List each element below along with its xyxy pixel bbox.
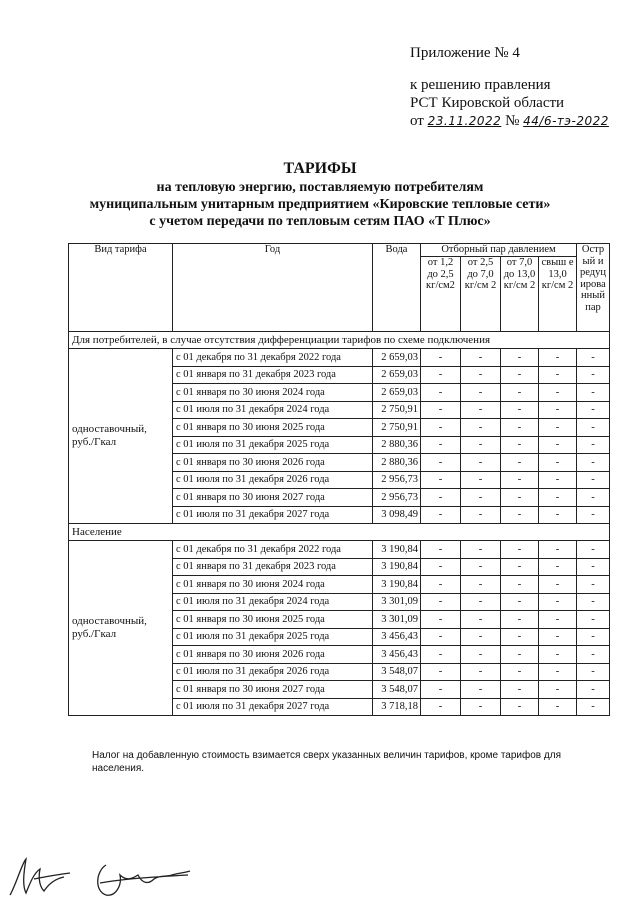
water-value: 3 098,49 [373,506,421,524]
steam-4-value: - [539,646,577,664]
steam-1-value: - [421,698,461,716]
period-cell: с 01 января по 30 июня 2025 года [173,419,373,437]
steam-4-value: - [539,628,577,646]
water-value: 3 548,07 [373,681,421,699]
steam-1-value: - [421,489,461,507]
annex-date: 23.11.2022 [427,114,502,128]
sharp-steam-value: - [577,663,610,681]
period-cell: с 01 июля по 31 декабря 2027 года [173,506,373,524]
steam-2-value: - [461,646,501,664]
period-cell: с 01 июля по 31 декабря 2025 года [173,628,373,646]
steam-4-value: - [539,558,577,576]
water-value: 2 659,03 [373,349,421,367]
steam-2-value: - [461,593,501,611]
steam-4-value: - [539,454,577,472]
steam-3-value: - [501,698,539,716]
annex-title: Приложение № 4 [410,45,520,61]
steam-2-value: - [461,384,501,402]
water-value: 3 718,18 [373,698,421,716]
tariff-table [68,243,610,716]
sharp-steam-value: - [577,436,610,454]
steam-3-value: - [501,401,539,419]
period-cell: с 01 декабря по 31 декабря 2022 года [173,349,373,367]
signature-2 [92,855,192,899]
steam-1-value: - [421,663,461,681]
steam-4-value: - [539,576,577,594]
water-value: 3 301,09 [373,611,421,629]
sharp-steam-value: - [577,628,610,646]
sharp-steam-value: - [577,454,610,472]
tariff-kind: одноставочный, руб./Гкал [69,349,173,524]
steam-3-value: - [501,593,539,611]
period-cell: с 01 июля по 31 декабря 2026 года [173,663,373,681]
water-value: 2 880,36 [373,436,421,454]
steam-1-value: - [421,541,461,559]
water-value: 2 659,03 [373,366,421,384]
period-cell: с 01 июля по 31 декабря 2024 года [173,401,373,419]
steam-1-value: - [421,419,461,437]
period-cell: с 01 июля по 31 декабря 2027 года [173,698,373,716]
water-value: 3 548,07 [373,663,421,681]
table-row [69,541,610,559]
steam-2-value: - [461,489,501,507]
steam-3-value: - [501,489,539,507]
steam-2-value: - [461,698,501,716]
signature-1 [4,855,74,899]
period-cell: с 01 января по 30 июня 2024 года [173,384,373,402]
water-value: 3 301,09 [373,593,421,611]
section-header-row [69,524,610,541]
steam-1-value: - [421,454,461,472]
section-header-row [69,332,610,349]
steam-3-value: - [501,541,539,559]
header-kind: Вид тарифа [69,244,173,332]
steam-3-value: - [501,681,539,699]
steam-1-value: - [421,576,461,594]
sharp-steam-value: - [577,349,610,367]
steam-1-value: - [421,436,461,454]
period-cell: с 01 июля по 31 декабря 2024 года [173,593,373,611]
period-cell: с 01 декабря по 31 декабря 2022 года [173,541,373,559]
steam-3-value: - [501,611,539,629]
steam-4-value: - [539,419,577,437]
steam-3-value: - [501,558,539,576]
annex-date-line [410,112,609,130]
steam-4-value: - [539,593,577,611]
title-line1: на тепловую энергию, поставляемую потребителям [156,180,484,195]
steam-3-value: - [501,419,539,437]
annex-line1: к решению правления [410,77,551,93]
steam-3-value: - [501,628,539,646]
steam-2-value: - [461,681,501,699]
water-value: 3 456,43 [373,628,421,646]
period-cell: с 01 января по 30 июня 2025 года [173,611,373,629]
period-cell: с 01 января по 31 декабря 2023 года [173,366,373,384]
steam-1-value: - [421,558,461,576]
steam-2-value: - [461,349,501,367]
steam-1-value: - [421,401,461,419]
sharp-steam-value: - [577,471,610,489]
header-water: Вода [373,244,421,332]
sharp-steam-value: - [577,646,610,664]
steam-2-value: - [461,663,501,681]
steam-1-value: - [421,611,461,629]
period-cell: с 01 июля по 31 декабря 2026 года [173,471,373,489]
annex-line2: РСТ Кировской области [410,95,565,111]
header-steam-3: от 7,0 до 13,0 кг/см 2 [501,257,539,332]
steam-3-value: - [501,576,539,594]
title-line2: муниципальным унитарным предприятием «Кировские тепловые сети» [89,197,551,212]
steam-2-value: - [461,366,501,384]
period-cell: с 01 января по 30 июня 2027 года [173,681,373,699]
document-title [60,160,580,230]
sharp-steam-value: - [577,681,610,699]
steam-2-value: - [461,419,501,437]
steam-4-value: - [539,471,577,489]
title-line3: с учетом передачи по тепловым сетям ПАО «Т Плюс» [149,214,491,229]
sharp-steam-value: - [577,593,610,611]
steam-4-value: - [539,681,577,699]
water-value: 2 956,73 [373,489,421,507]
period-cell: с 01 января по 31 декабря 2023 года [173,558,373,576]
sharp-steam-value: - [577,489,610,507]
steam-2-value: - [461,401,501,419]
steam-2-value: - [461,558,501,576]
steam-2-value: - [461,506,501,524]
steam-3-value: - [501,366,539,384]
steam-3-value: - [501,436,539,454]
steam-4-value: - [539,366,577,384]
steam-4-value: - [539,401,577,419]
header-steam-2: от 2,5 до 7,0 кг/см 2 [461,257,501,332]
sharp-steam-value: - [577,698,610,716]
steam-4-value: - [539,611,577,629]
annex-number: 44/6-тэ-2022 [523,114,609,128]
steam-4-value: - [539,489,577,507]
sharp-steam-value: - [577,558,610,576]
steam-2-value: - [461,454,501,472]
water-value: 2 659,03 [373,384,421,402]
water-value: 3 190,84 [373,576,421,594]
annex-block [410,44,609,130]
steam-4-value: - [539,436,577,454]
steam-2-value: - [461,436,501,454]
period-cell: с 01 января по 30 июня 2024 года [173,576,373,594]
steam-3-value: - [501,506,539,524]
steam-4-value: - [539,384,577,402]
period-cell: с 01 июля по 31 декабря 2025 года [173,436,373,454]
steam-3-value: - [501,454,539,472]
sharp-steam-value: - [577,419,610,437]
period-cell: с 01 января по 30 июня 2027 года [173,489,373,507]
steam-2-value: - [461,541,501,559]
header-steam-4: свыш е 13,0 кг/см 2 [539,257,577,332]
water-value: 3 456,43 [373,646,421,664]
steam-3-value: - [501,349,539,367]
period-cell: с 01 января по 30 июня 2026 года [173,454,373,472]
steam-4-value: - [539,506,577,524]
annex-number-prefix: № [505,113,520,129]
steam-1-value: - [421,646,461,664]
steam-1-value: - [421,628,461,646]
water-value: 3 190,84 [373,541,421,559]
steam-3-value: - [501,471,539,489]
table-row [69,349,610,367]
sharp-steam-value: - [577,611,610,629]
steam-1-value: - [421,471,461,489]
steam-3-value: - [501,646,539,664]
header-sharp-steam: Остр ый и редуц ирова нный пар [577,244,610,332]
water-value: 2 880,36 [373,454,421,472]
vat-note: Налог на добавленную стоимость взимается сверх указанных величин тарифов, кроме тарифов для населения. [92,750,561,774]
sharp-steam-value: - [577,384,610,402]
steam-4-value: - [539,698,577,716]
annex-from-prefix: от [410,113,424,129]
header-year: Год [173,244,373,332]
tariff-kind: одноставочный, руб./Гкал [69,541,173,716]
steam-3-value: - [501,663,539,681]
sharp-steam-value: - [577,576,610,594]
water-value: 3 190,84 [373,558,421,576]
steam-2-value: - [461,611,501,629]
water-value: 2 750,91 [373,401,421,419]
sharp-steam-value: - [577,366,610,384]
steam-1-value: - [421,681,461,699]
steam-4-value: - [539,663,577,681]
header-steam-group: Отборный пар давлением [421,244,577,257]
steam-1-value: - [421,366,461,384]
steam-4-value: - [539,541,577,559]
steam-1-value: - [421,506,461,524]
steam-2-value: - [461,576,501,594]
steam-2-value: - [461,628,501,646]
section-title: Население [69,524,610,541]
steam-1-value: - [421,349,461,367]
water-value: 2 750,91 [373,419,421,437]
sharp-steam-value: - [577,506,610,524]
title-main: ТАРИФЫ [283,160,357,177]
section-title: Для потребителей, в случае отсутствия дифференциации тарифов по схеме подключения [69,332,610,349]
steam-4-value: - [539,349,577,367]
sharp-steam-value: - [577,541,610,559]
period-cell: с 01 января по 30 июня 2026 года [173,646,373,664]
steam-1-value: - [421,593,461,611]
steam-2-value: - [461,471,501,489]
water-value: 2 956,73 [373,471,421,489]
steam-1-value: - [421,384,461,402]
steam-3-value: - [501,384,539,402]
header-steam-1: от 1,2 до 2,5 кг/см2 [421,257,461,332]
sharp-steam-value: - [577,401,610,419]
